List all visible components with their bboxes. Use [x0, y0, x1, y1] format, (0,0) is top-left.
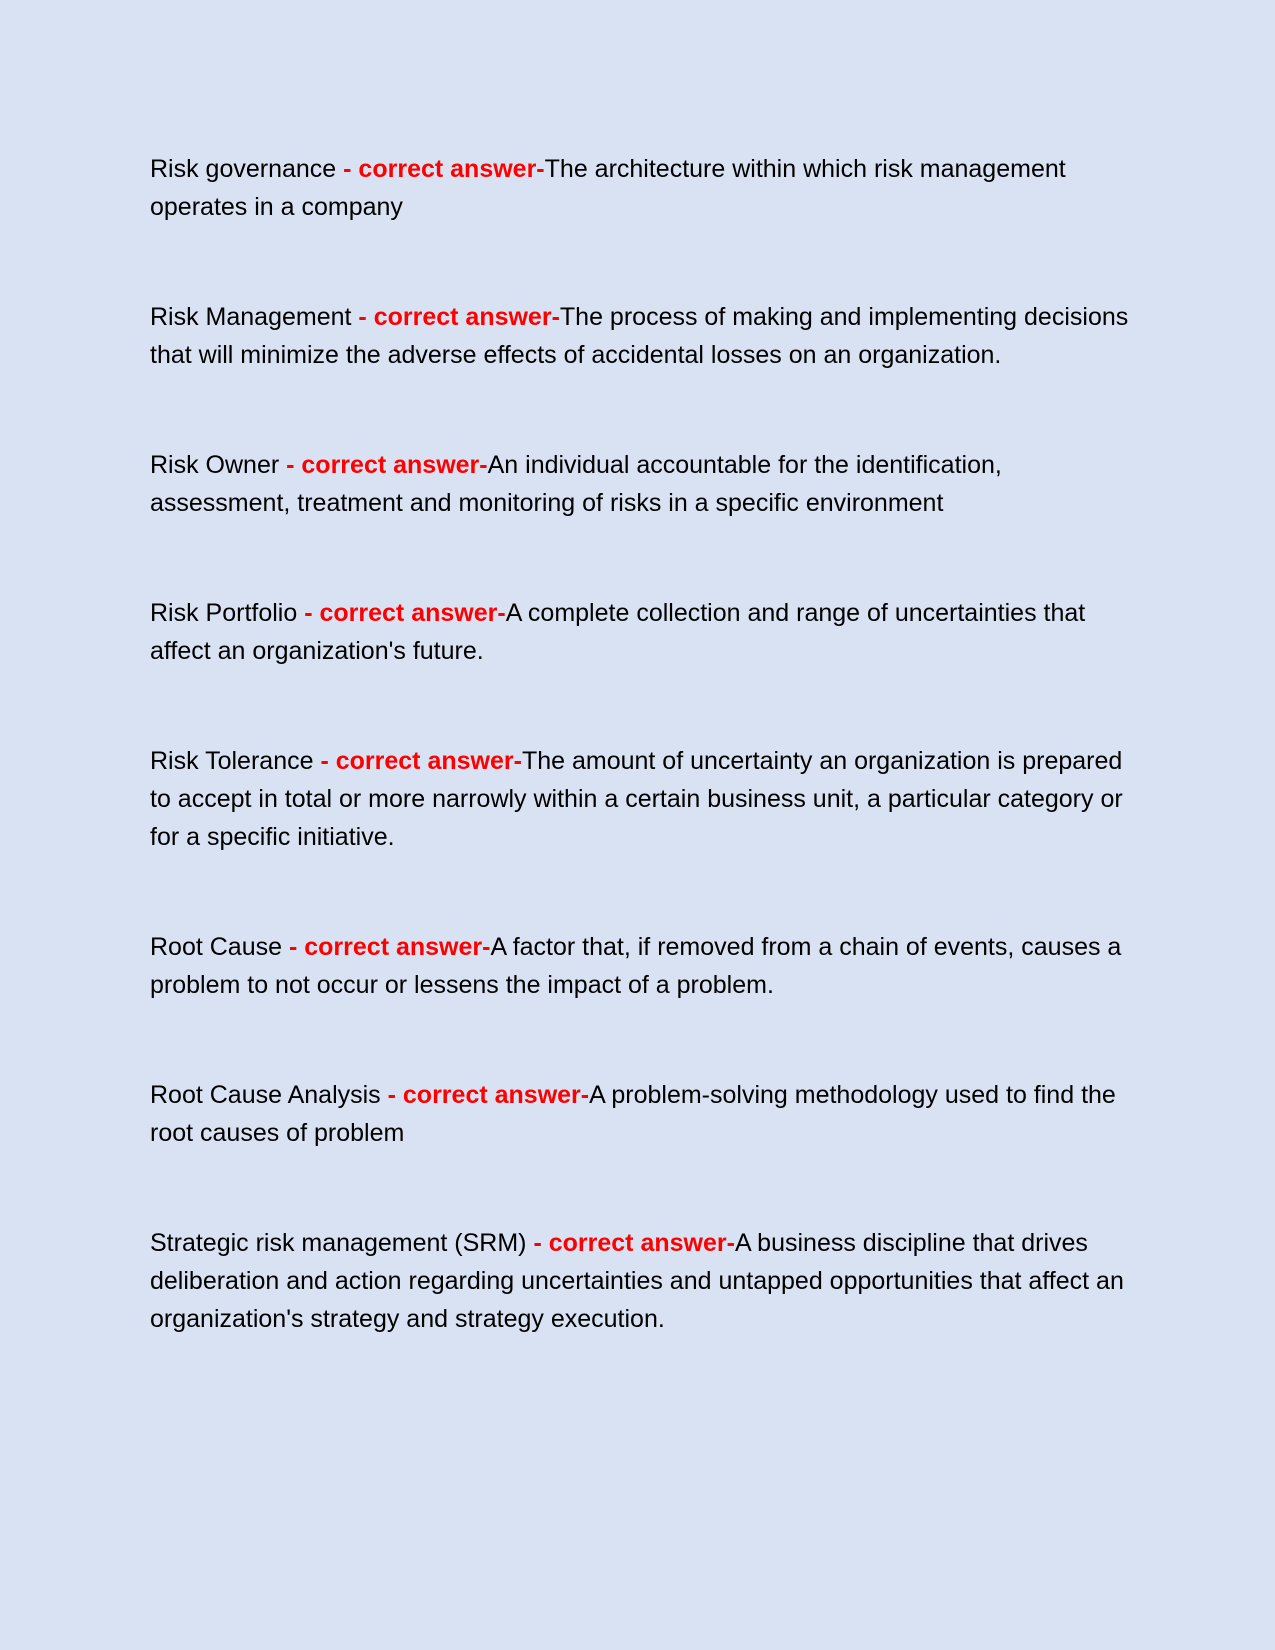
definition: The amount of uncertainty an organization is prepared to accept in total or more narrowly within a certain business unit, a particular category or for a specific initiative.	[150, 747, 1123, 851]
term: Root Cause Analysis	[150, 1081, 381, 1109]
glossary-entry	[150, 594, 1130, 670]
term: Risk Owner	[150, 451, 280, 479]
glossary-entry	[150, 446, 1130, 522]
answer-separator: - correct answer-	[297, 599, 506, 627]
glossary-entry	[150, 742, 1130, 856]
document-page	[150, 150, 1130, 1410]
term: Root Cause	[150, 933, 283, 961]
definition: A factor that, if removed from a chain of events, causes a problem to not occur or lessens the impact of a problem.	[150, 933, 1122, 999]
definition: A problem-solving methodology used to find the root causes of problem	[150, 1081, 1116, 1147]
definition: A complete collection and range of uncertainties that affect an organization's future.	[150, 599, 1086, 665]
term: Risk Portfolio	[150, 599, 298, 627]
answer-separator: - correct answer-	[526, 1229, 735, 1257]
term: Risk Management	[150, 303, 352, 331]
answer-separator: - correct answer-	[336, 155, 545, 183]
answer-separator: - correct answer-	[380, 1081, 590, 1109]
answer-separator: - correct answer-	[279, 451, 488, 479]
glossary-entry	[150, 1224, 1130, 1338]
glossary-entry	[150, 150, 1130, 226]
term: Risk governance	[150, 155, 337, 183]
answer-separator: - correct answer-	[282, 933, 491, 961]
term: Risk Tolerance	[150, 747, 314, 775]
definition: The process of making and implementing decisions that will minimize the adverse effects of accidental losses on an organization.	[150, 303, 1129, 369]
definition: The architecture within which risk management operates in a company	[150, 155, 1066, 221]
definition: A business discipline that drives deliberation and action regarding uncertainties and untapped opportunities that affect an organization's strategy and strategy execution.	[150, 1229, 1124, 1333]
answer-separator: - correct answer-	[313, 747, 522, 775]
glossary-entry	[150, 1076, 1130, 1152]
answer-separator: - correct answer-	[351, 303, 560, 331]
definition: An individual accountable for the identification, assessment, treatment and monitoring of risks in a specific environment	[150, 451, 1002, 517]
term: Strategic risk management (SRM)	[150, 1229, 527, 1257]
glossary-entry	[150, 928, 1130, 1004]
glossary-entry	[150, 298, 1130, 374]
